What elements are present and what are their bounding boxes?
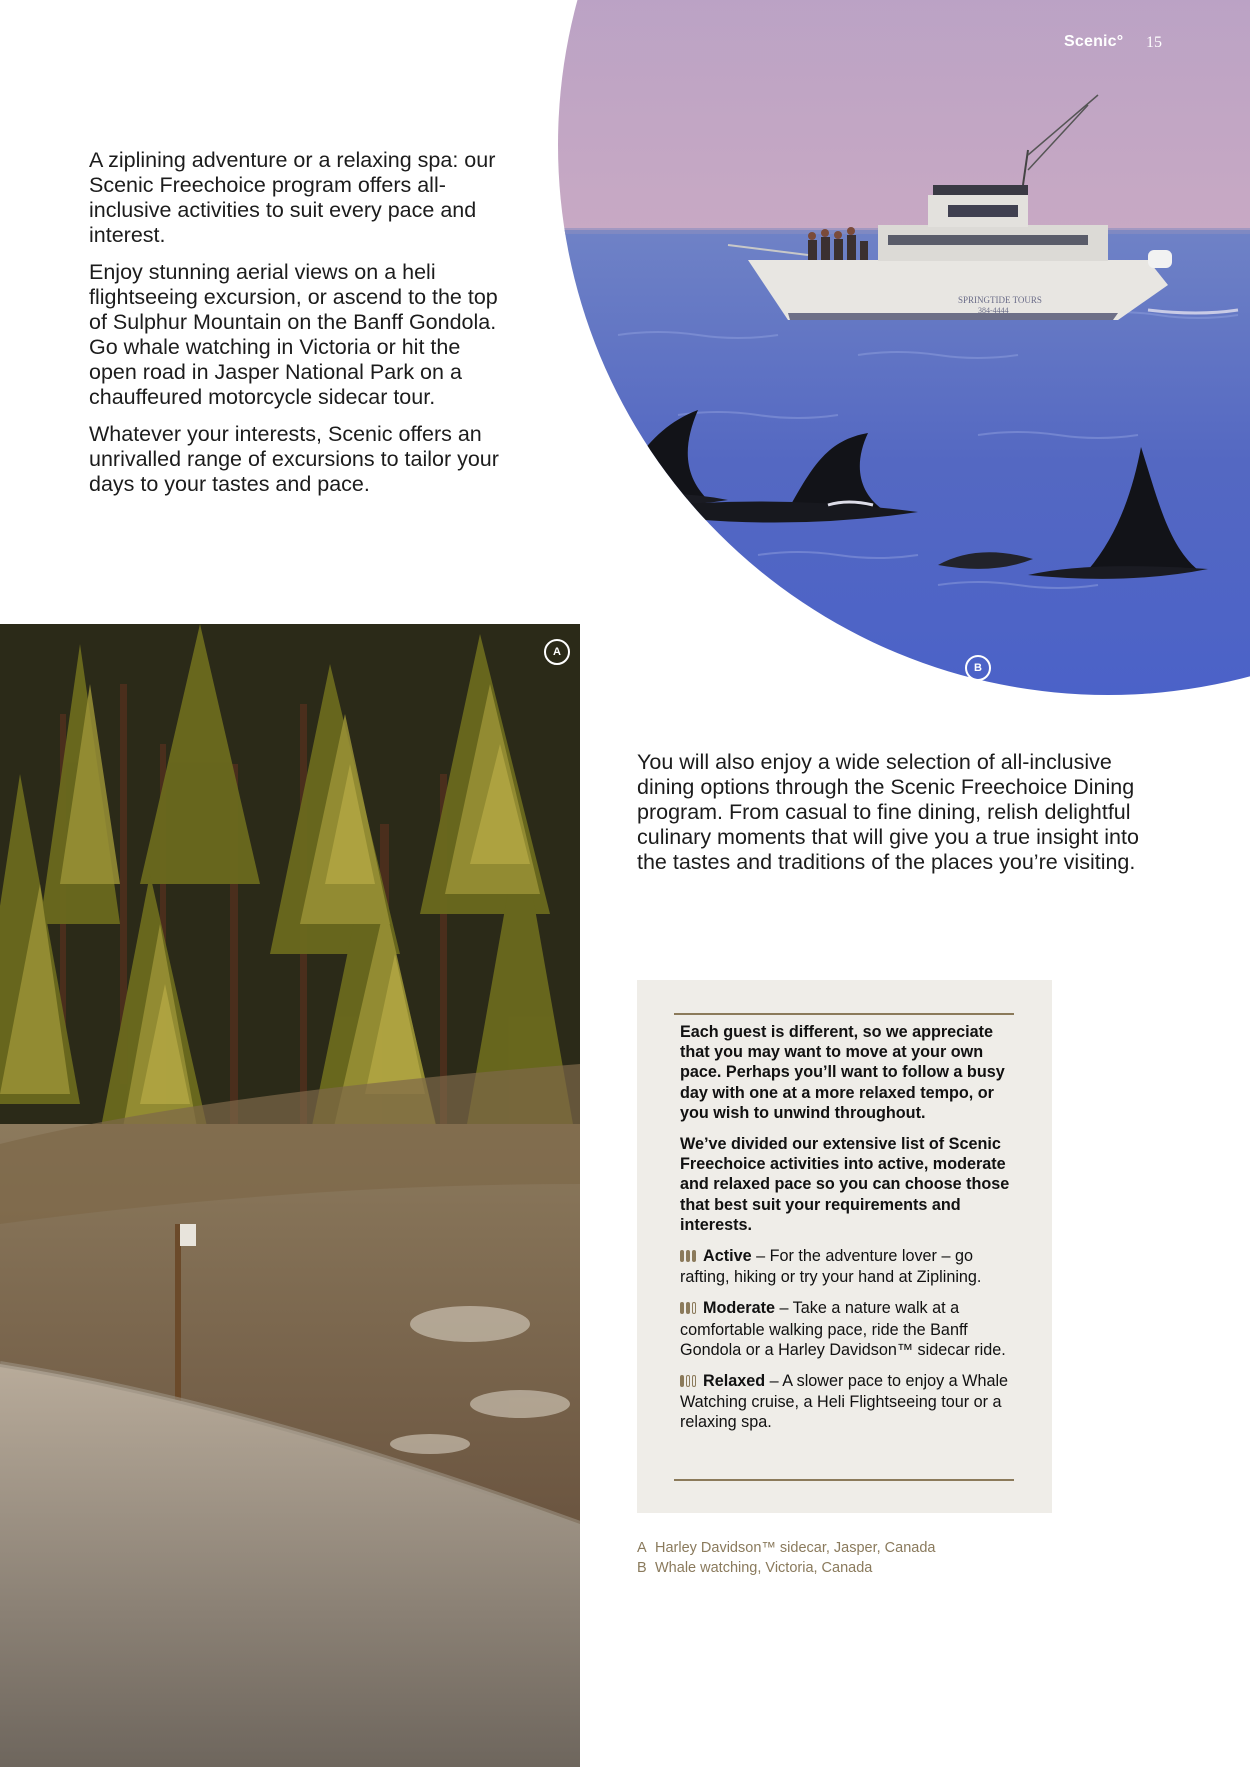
page-number: 15: [1146, 34, 1162, 51]
photo-captions: [637, 1538, 935, 1578]
brand-logo: Scenic°: [1064, 33, 1124, 50]
intro-paragraph: A ziplining adventure or a relaxing spa: our Scenic Freechoice program offers all-inclusive activities to suit every pace and interest.: [89, 148, 496, 247]
info-box-top-rule: [674, 1013, 1014, 1015]
intro-paragraph: Enjoy stunning aerial views on a heli flightseeing excursion, or ascend to the top of Sulphur Mountain on the Banff Gondola. Go whale watching in Victoria or hit the open road in Jasper National Park on a chauffeured motorcycle sidecar tour.: [89, 260, 498, 409]
intro-paragraph: Whatever your interests, Scenic offers an unrivalled range of excursions to tailor your days to your tastes and pace.: [89, 422, 499, 496]
pace-label: Relaxed: [703, 1372, 766, 1391]
pace-item-moderate: [680, 1298, 1025, 1360]
info-box-content: [680, 1022, 1025, 1444]
whale-watching-photo: [558, 0, 1250, 695]
photo-marker-a: A: [544, 639, 570, 665]
pace-item-active: [680, 1246, 1025, 1287]
pace-description: – A slower pace to enjoy a Whale Watching cruise, a Heli Flightseeing tour or a relaxing spa.: [680, 1372, 1009, 1432]
intro-text: [89, 148, 509, 509]
info-intro-2: We’ve divided our extensive list of Scenic Freechoice activities into active, moderate and relaxed pace so you can choose those that best suit your requirements and interests.: [680, 1135, 1010, 1234]
pace-level-icon: [680, 1372, 698, 1392]
pace-label: Active: [703, 1247, 752, 1266]
caption-b: [637, 1558, 935, 1578]
pace-item-relaxed: [680, 1371, 1025, 1433]
pace-description: – For the adventure lover – go rafting, hiking or try your hand at Ziplining.: [680, 1247, 982, 1287]
caption-letter: B: [637, 1560, 647, 1576]
info-intro-1: Each guest is different, so we appreciate that you may want to move at your own pace. Perhaps you’ll want to follow a busy day with one at a more relaxed tempo, or you wish to unwind throughout.: [680, 1023, 1005, 1122]
pace-level-icon: [680, 1247, 698, 1267]
photo-marker-b: B: [965, 655, 991, 681]
sidecar-forest-photo: [0, 624, 580, 1767]
info-box-bottom-rule: [674, 1479, 1014, 1481]
caption-text: Harley Davidson™ sidecar, Jasper, Canada: [655, 1540, 936, 1556]
boat-sign-line1: SPRINGTIDE TOURS: [958, 295, 1042, 305]
pace-level-icon: [680, 1299, 698, 1319]
caption-letter: A: [637, 1540, 647, 1556]
pace-label: Moderate: [703, 1299, 775, 1318]
boat-sign-line2: 384-4444: [978, 306, 1009, 315]
caption-a: [637, 1538, 935, 1558]
pace-description: – Take a nature walk at a comfortable walking pace, ride the Banff Gondola or a Harley Davidson™ sidecar ride.: [680, 1299, 1006, 1359]
caption-text: Whale watching, Victoria, Canada: [655, 1560, 873, 1576]
dining-paragraph: You will also enjoy a wide selection of all-inclusive dining options through the Scenic Freechoice Dining program. From casual to fine dining, relish delightful culinary moments that will give you a true insight into the tastes and traditions of the places you’re visiting.: [637, 750, 1139, 874]
pace-info-box: [637, 980, 1052, 1513]
